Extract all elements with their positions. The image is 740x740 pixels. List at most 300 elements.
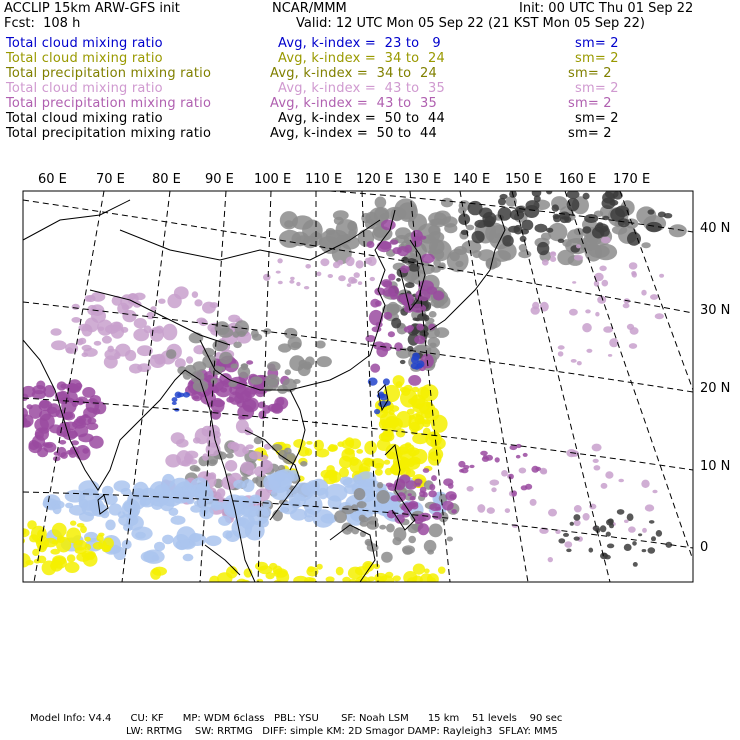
cloud-blob <box>601 483 608 489</box>
cloud-blob <box>412 353 420 361</box>
cloud-blob <box>432 512 442 520</box>
cloud-blob <box>209 576 219 586</box>
cloud-blob <box>400 360 406 364</box>
cloud-blob <box>85 295 92 302</box>
lat-label-20n: 20 N <box>700 381 731 396</box>
cloud-blob <box>572 281 576 284</box>
cloud-blob <box>365 563 373 570</box>
cloud-blob <box>574 505 582 512</box>
lat-label-30n: 30 N <box>700 303 731 318</box>
cloud-blob <box>66 450 74 455</box>
cloud-blob <box>383 312 392 320</box>
cloud-blob <box>225 530 239 542</box>
cloud-blob <box>111 325 124 339</box>
cloud-blob <box>374 409 380 414</box>
cloud-blob <box>480 451 488 456</box>
cloud-blob <box>334 510 347 523</box>
cloud-blob <box>582 226 591 233</box>
cloud-blob <box>305 264 311 269</box>
cloud-blob <box>535 224 548 233</box>
cloud-blob <box>71 317 80 323</box>
cloud-blob <box>157 357 164 364</box>
lon-label-130e: 130 E <box>404 172 442 187</box>
cloud-blob <box>617 509 625 515</box>
cloud-blob <box>627 513 634 521</box>
cloud-blob <box>408 375 421 386</box>
cloud-blob <box>392 537 401 545</box>
cloud-blob <box>300 461 307 467</box>
cloud-blob <box>206 536 222 547</box>
cloud-blob <box>491 487 496 492</box>
cloud-blob <box>59 440 66 445</box>
cloud-blob <box>32 390 46 399</box>
cloud-blob <box>316 272 321 277</box>
cloud-blob <box>408 493 412 496</box>
lon-label-80e: 80 E <box>152 172 181 187</box>
cloud-blob <box>370 277 375 281</box>
field-row-3-avg: Avg, k-index = 34 to 24 <box>270 66 437 81</box>
cloud-blob <box>296 282 300 286</box>
cloud-blob <box>416 483 421 487</box>
cloud-blob <box>393 484 402 489</box>
cloud-blob <box>133 293 145 301</box>
field-row-5-sm: sm= 2 <box>568 96 612 111</box>
cloud-blob <box>122 305 129 311</box>
cloud-blob <box>154 542 165 552</box>
field-row-4-avg: Avg, k-index = 43 to 35 <box>278 81 445 96</box>
cloud-blob <box>541 233 551 241</box>
cloud-blob <box>441 198 453 208</box>
cloud-blob <box>648 547 656 553</box>
cloud-blob <box>102 545 111 552</box>
cloud-blob <box>269 563 277 570</box>
cloud-blob <box>397 246 409 256</box>
cloud-blob <box>664 213 673 218</box>
cloud-blob <box>336 567 344 576</box>
cloud-blob <box>546 228 553 233</box>
cloud-blob <box>367 241 375 248</box>
cloud-blob <box>595 312 599 317</box>
lat-label-10n: 10 N <box>700 459 731 474</box>
cloud-blob <box>237 405 254 420</box>
cloud-blob <box>172 397 178 402</box>
cloud-blob <box>368 576 376 581</box>
cloud-blob <box>266 572 275 579</box>
cloud-blob <box>548 557 553 562</box>
cloud-blob <box>267 361 281 371</box>
cloud-blob <box>669 224 687 237</box>
cloud-blob <box>277 258 282 263</box>
cloud-blob <box>583 513 590 521</box>
cloud-blob <box>444 223 457 233</box>
cloud-blob <box>84 544 91 551</box>
cloud-blob <box>235 386 251 400</box>
cloud-blob <box>320 258 329 266</box>
cloud-blob <box>381 431 395 442</box>
cloud-blob <box>129 364 142 374</box>
cloud-blob <box>173 534 190 549</box>
cloud-blob <box>190 533 201 542</box>
cloud-blob <box>276 271 281 274</box>
cloud-blob <box>246 360 253 364</box>
cloud-blob <box>540 302 549 312</box>
cloud-blob <box>385 207 406 221</box>
cloud-blob <box>396 381 403 388</box>
cloud-blob <box>220 387 227 392</box>
cloud-blob <box>310 479 329 496</box>
forecast-hour: Fcst: 108 h <box>4 16 81 31</box>
cloud-blob <box>411 236 422 247</box>
cloud-blob <box>306 441 312 445</box>
cloud-blob <box>211 410 222 420</box>
cloud-blob <box>29 440 39 450</box>
cloud-blob <box>306 567 318 577</box>
cloud-blob <box>233 342 242 349</box>
cloud-blob <box>566 549 571 553</box>
cloud-blob <box>337 260 343 266</box>
cloud-blob <box>509 474 514 480</box>
cloud-blob <box>429 219 438 226</box>
cloud-blob <box>495 457 500 462</box>
cloud-blob <box>82 387 95 398</box>
cloud-blob <box>249 451 263 459</box>
lon-label-170e: 170 E <box>613 172 651 187</box>
cloud-blob <box>525 484 532 490</box>
cloud-blob <box>352 527 360 534</box>
cloud-blob <box>423 492 428 498</box>
cloud-blob <box>15 408 28 419</box>
cloud-blob <box>263 274 271 281</box>
cloud-blob <box>601 237 611 244</box>
cloud-blob <box>501 470 508 477</box>
cloud-blob <box>558 239 565 243</box>
cloud-blob <box>358 281 362 285</box>
field-row-3-name: Total precipitation mixing ratio <box>6 66 212 81</box>
cloud-blob <box>199 507 213 520</box>
cloud-blob <box>570 522 574 526</box>
cloud-blob <box>202 453 209 460</box>
cloud-blob <box>592 227 604 239</box>
cloud-blob <box>388 331 395 337</box>
cloud-blob <box>131 527 152 541</box>
cloud-blob <box>338 275 346 281</box>
cloud-blob <box>558 538 565 543</box>
lon-label-120e: 120 E <box>356 172 394 187</box>
cloud-blob <box>638 533 642 536</box>
cloud-blob <box>170 487 191 503</box>
field-row-2-sm: sm= 2 <box>575 51 619 66</box>
cloud-blob <box>284 220 293 227</box>
cloud-blob <box>563 533 569 537</box>
cloud-blob <box>34 559 41 564</box>
cloud-blob <box>593 459 599 463</box>
cloud-blob <box>651 536 656 541</box>
cloud-blob <box>443 478 453 486</box>
field-row-3-sm: sm= 2 <box>568 66 612 81</box>
cloud-blob <box>655 313 664 319</box>
cloud-blob <box>66 528 81 544</box>
cloud-blob <box>368 378 378 386</box>
cloud-blob <box>141 551 159 562</box>
cloud-blob <box>420 384 438 401</box>
cloud-blob <box>487 507 495 514</box>
cloud-blob <box>357 501 367 508</box>
cloud-blob <box>630 327 639 335</box>
cloud-blob <box>290 509 307 521</box>
cloud-blob <box>558 351 564 356</box>
field-row-6-avg: Avg, k-index = 50 to 44 <box>278 111 445 126</box>
cloud-blob <box>166 349 176 359</box>
cloud-blob <box>416 324 424 331</box>
cloud-blob <box>98 327 104 331</box>
cloud-blob <box>516 455 521 459</box>
init-time: Init: 00 UTC Thu 01 Sep 22 <box>519 1 694 16</box>
cloud-blob <box>429 578 435 584</box>
cloud-blob <box>381 220 396 231</box>
cloud-blob <box>375 197 387 209</box>
cloud-blob <box>356 449 363 454</box>
lon-label-140e: 140 E <box>453 172 491 187</box>
cloud-blob <box>407 502 415 508</box>
cloud-blob <box>645 504 654 511</box>
cloud-blob <box>122 310 136 322</box>
cloud-blob <box>102 336 112 344</box>
field-row-4-name: Total cloud mixing ratio <box>6 81 163 96</box>
cloud-blob <box>285 369 291 375</box>
cloud-blob <box>87 418 96 425</box>
cloud-blob <box>641 290 646 296</box>
cloud-blob <box>408 214 427 232</box>
cloud-blob <box>540 469 547 474</box>
field-row-1-avg: Avg, k-index = 23 to 9 <box>278 36 441 51</box>
cloud-blob <box>405 442 412 448</box>
cloud-blob <box>402 545 415 554</box>
cloud-blob <box>623 303 630 308</box>
cloud-blob <box>390 463 404 475</box>
cloud-blob <box>316 564 322 570</box>
cloud-blob <box>422 419 430 427</box>
cloud-blob <box>603 326 613 333</box>
cloud-blob <box>641 242 650 248</box>
cloud-blob <box>455 261 463 267</box>
cloud-blob <box>317 356 332 367</box>
cloud-blob <box>87 552 94 560</box>
cloud-blob <box>532 302 539 310</box>
cloud-blob <box>162 535 174 545</box>
cloud-blob <box>51 328 62 336</box>
cloud-blob <box>234 444 247 457</box>
cloud-blob <box>429 311 437 318</box>
cloud-blob <box>411 429 418 435</box>
cloud-blob <box>315 341 325 349</box>
cloud-blob <box>602 216 609 220</box>
footer-model-info: Model Info: V4.4 CU: KF MP: WDM 6class PBL: YSU SF: Noah LSM 15 km 51 levels 90 sec <box>30 713 563 724</box>
cloud-blob <box>36 381 45 390</box>
cloud-blob <box>445 491 456 501</box>
cloud-blob <box>629 343 637 349</box>
cloud-blob <box>408 536 416 543</box>
cloud-blob <box>383 378 390 385</box>
cloud-blob <box>146 312 154 319</box>
cloud-blob <box>498 207 512 221</box>
cloud-blob <box>624 520 629 523</box>
cloud-blob <box>379 575 394 587</box>
cloud-blob <box>567 198 580 211</box>
cloud-blob <box>72 304 80 310</box>
cloud-blob <box>53 504 62 514</box>
cloud-blob <box>574 537 580 541</box>
cloud-blob <box>52 557 67 569</box>
cloud-blob <box>74 418 85 426</box>
cloud-blob <box>386 483 393 488</box>
cloud-blob <box>477 504 485 513</box>
cloud-blob <box>105 520 115 531</box>
cloud-blob <box>629 262 638 269</box>
cloud-blob <box>211 378 218 384</box>
cloud-blob <box>176 439 189 448</box>
cloud-blob <box>293 576 308 585</box>
cloud-blob <box>534 195 541 202</box>
cloud-blob <box>193 396 200 400</box>
cloud-blob <box>194 299 202 306</box>
cloud-blob <box>333 210 349 220</box>
cloud-blob <box>339 456 352 469</box>
cloud-blob <box>65 562 80 573</box>
cloud-blob <box>552 204 559 211</box>
cloud-blob <box>342 523 353 535</box>
cloud-blob <box>246 444 254 449</box>
field-row-7-sm: sm= 2 <box>568 126 612 141</box>
cloud-blob <box>466 225 474 231</box>
cloud-blob <box>57 381 67 390</box>
cloud-blob <box>557 250 574 265</box>
cloud-blob <box>421 254 435 264</box>
cloud-blob <box>98 533 104 537</box>
cloud-blob <box>365 258 373 265</box>
cloud-blob <box>56 409 66 418</box>
cloud-blob <box>278 343 291 352</box>
cloud-blob <box>240 514 255 529</box>
cloud-blob <box>345 437 354 446</box>
cloud-blob <box>372 326 382 332</box>
cloud-blob <box>176 450 191 466</box>
cloud-blob <box>409 457 421 465</box>
cloud-blob <box>356 260 364 268</box>
cloud-blob <box>394 342 403 351</box>
model-title: ACCLIP 15km ARW-GFS init <box>4 1 180 16</box>
field-row-5-avg: Avg, k-index = 43 to 35 <box>270 96 437 111</box>
cloud-blob <box>325 484 347 502</box>
cloud-blob <box>442 501 454 511</box>
cloud-blob <box>550 256 556 262</box>
cloud-blob <box>530 499 537 506</box>
cloud-blob <box>659 274 664 278</box>
cloud-blob <box>418 523 429 535</box>
cloud-blob <box>14 528 27 536</box>
cloud-blob <box>354 488 366 500</box>
cloud-blob <box>607 544 614 549</box>
cloud-blob <box>500 194 508 199</box>
cloud-blob <box>574 255 583 261</box>
cloud-blob <box>405 282 415 288</box>
cloud-blob <box>564 541 572 548</box>
cloud-blob <box>79 338 87 345</box>
cloud-blob <box>225 460 237 472</box>
cloud-blob <box>518 250 531 258</box>
cloud-blob <box>213 399 225 407</box>
cloud-blob <box>24 421 31 428</box>
cloud-blob <box>269 472 291 494</box>
cloud-blob <box>250 376 262 384</box>
cloud-blob <box>386 524 395 533</box>
cloud-blob <box>429 484 435 490</box>
cloud-blob <box>133 329 149 342</box>
cloud-blob <box>599 266 606 272</box>
cloud-blob <box>423 468 430 473</box>
cloud-blob <box>113 547 126 560</box>
cloud-blob <box>79 324 91 332</box>
cloud-blob <box>451 509 457 514</box>
field-row-6-sm: sm= 2 <box>575 111 619 126</box>
cloud-blob <box>246 470 255 475</box>
cloud-blob <box>213 388 219 393</box>
cloud-blob <box>89 436 104 449</box>
cloud-blob <box>400 265 410 273</box>
cloud-blob <box>652 490 657 494</box>
cloud-blob <box>31 526 47 542</box>
cloud-blob <box>409 415 415 420</box>
cloud-blob <box>582 323 592 332</box>
cloud-blob <box>84 537 91 542</box>
cloud-blob <box>391 318 401 329</box>
lon-label-90e: 90 E <box>205 172 234 187</box>
cloud-blob <box>190 465 199 471</box>
cloud-blob <box>191 371 204 384</box>
cloud-blob <box>428 490 437 497</box>
cloud-blob <box>424 569 430 574</box>
cloud-blob <box>577 238 597 251</box>
cloud-blob <box>32 549 39 556</box>
cloud-blob <box>628 526 636 532</box>
cloud-blob <box>158 299 165 304</box>
cloud-blob <box>642 528 647 533</box>
cloud-blob <box>237 331 246 337</box>
cloud-blob <box>458 461 465 468</box>
cloud-blob <box>584 214 598 223</box>
lon-label-160e: 160 E <box>559 172 597 187</box>
cloud-blob <box>438 567 446 574</box>
cloud-blob <box>404 326 413 333</box>
field-row-7-avg: Avg, k-index = 50 to 44 <box>270 126 437 141</box>
field-row-2-name: Total cloud mixing ratio <box>6 51 163 66</box>
cloud-blob <box>583 193 590 200</box>
cloud-blob <box>272 580 283 590</box>
cloud-blob <box>502 235 514 247</box>
field-row-2-avg: Avg, k-index = 34 to 24 <box>278 51 445 66</box>
cloud-blob <box>152 567 167 576</box>
cloud-blob <box>354 272 360 278</box>
cloud-blob <box>277 385 288 394</box>
cloud-blob <box>569 309 578 316</box>
cloud-blob <box>631 271 636 276</box>
cloud-blob <box>94 341 102 346</box>
cloud-blob <box>618 218 630 227</box>
cloud-blob <box>66 347 73 353</box>
cloud-blob <box>348 277 356 284</box>
cloud-blob <box>290 277 295 280</box>
cloud-blob <box>414 335 425 344</box>
lon-label-110e: 110 E <box>305 172 343 187</box>
